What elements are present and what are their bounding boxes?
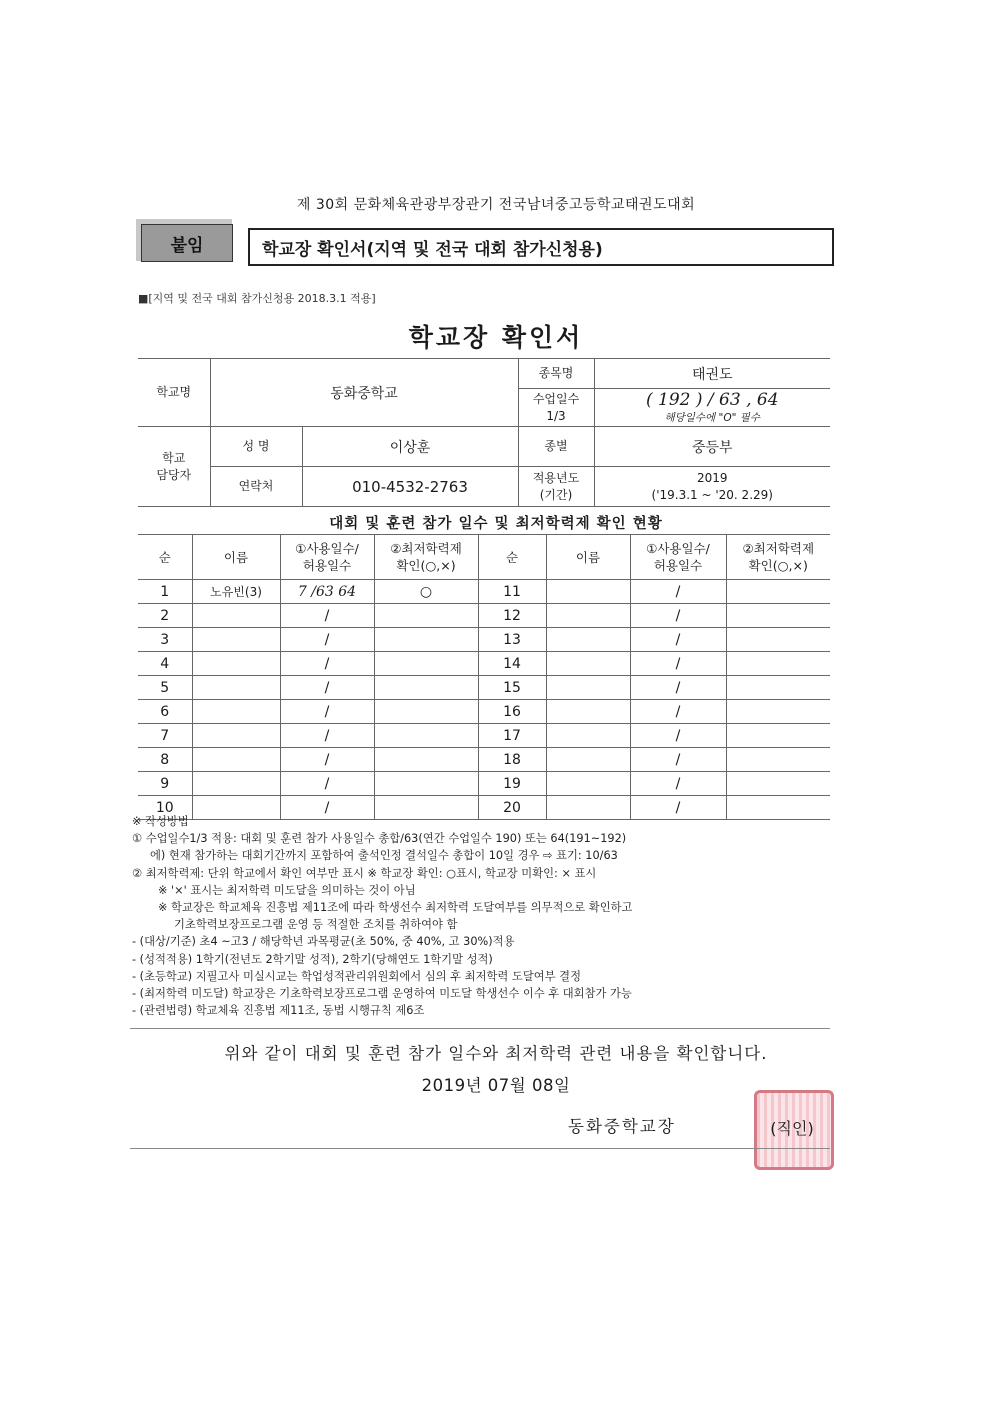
row-no-2: 11 bbox=[478, 580, 546, 604]
school-info-table bbox=[138, 358, 830, 507]
row-name-2 bbox=[546, 652, 630, 676]
school-name-value: 동화중학교 bbox=[210, 359, 518, 427]
row-days: / bbox=[280, 676, 374, 700]
row-no-2: 18 bbox=[478, 748, 546, 772]
row-check bbox=[374, 748, 478, 772]
row-check-2 bbox=[726, 724, 830, 748]
note-line: - (관련법령) 학교체육 진흥법 제11조, 동법 시행규칙 제6조 bbox=[132, 1004, 425, 1018]
row-days-2: / bbox=[630, 772, 726, 796]
document-title: 학교장 확인서(지역 및 전국 대회 참가신청용) bbox=[248, 228, 834, 266]
row-check bbox=[374, 676, 478, 700]
row-check bbox=[374, 604, 478, 628]
school-days-label: 수업일수 1/3 bbox=[518, 389, 594, 427]
row-name-2 bbox=[546, 580, 630, 604]
row-name bbox=[192, 604, 280, 628]
row-no: 7 bbox=[138, 724, 192, 748]
note-line: - (초등학교) 지필고사 미실시교는 학업성적관리위원회에서 심의 후 최저학력 도달여부 결정 bbox=[132, 969, 581, 983]
row-days-2: / bbox=[630, 580, 726, 604]
applicable-note: ■[지역 및 전국 대회 참가신청용 2018.3.1 적용] bbox=[138, 292, 376, 305]
col-min-score: ②최저학력제 확인(○,×) bbox=[374, 535, 478, 580]
col-no: 순 bbox=[138, 535, 192, 580]
table-header-row bbox=[138, 535, 830, 580]
row-check bbox=[374, 772, 478, 796]
table-row bbox=[138, 652, 830, 676]
table-row bbox=[138, 580, 830, 604]
row-no: 3 bbox=[138, 628, 192, 652]
row-no: 2 bbox=[138, 604, 192, 628]
row-name-2 bbox=[546, 700, 630, 724]
row-days-2: / bbox=[630, 700, 726, 724]
note-line: ※ 학교장은 학교체육 진흥법 제11조에 따라 학생선수 최저학력 도달여부를 의무적으로 확인하고 bbox=[158, 901, 633, 915]
row-check-2 bbox=[726, 676, 830, 700]
row-days: / bbox=[280, 700, 374, 724]
row-days: / bbox=[280, 796, 374, 820]
row-name bbox=[192, 748, 280, 772]
notes-heading: ※ 작성방법 bbox=[132, 815, 189, 828]
row-days: 7 /63 64 bbox=[280, 580, 374, 604]
status-section-title: 대회 및 훈련 참가 일수 및 최저학력제 확인 현황 bbox=[329, 516, 663, 532]
row-days-2: / bbox=[630, 724, 726, 748]
row-check-2 bbox=[726, 772, 830, 796]
row-name-2 bbox=[546, 748, 630, 772]
row-no: 8 bbox=[138, 748, 192, 772]
table-row bbox=[138, 748, 830, 772]
contact-value: 010-4532-2763 bbox=[302, 467, 518, 507]
row-no: 6 bbox=[138, 700, 192, 724]
row-no-2: 16 bbox=[478, 700, 546, 724]
col-days-2: ①사용일수/ 허용일수 bbox=[630, 535, 726, 580]
attachment-badge: 붙임 bbox=[141, 224, 233, 262]
note-line: ① 수업일수1/3 적용: 대회 및 훈련 참가 사용일수 총합/63(연간 수업일수 190) 또는 64(191~192) bbox=[132, 832, 627, 846]
row-days: / bbox=[280, 772, 374, 796]
row-no: 1 bbox=[138, 580, 192, 604]
row-check-2 bbox=[726, 604, 830, 628]
note-line: 기초학력보장프로그램 운영 등 적절한 조치를 취하여야 함 bbox=[174, 918, 458, 932]
table-row bbox=[138, 628, 830, 652]
row-days: / bbox=[280, 748, 374, 772]
note-line: ② 최저학력제: 단위 학교에서 확인 여부만 표시 ※ 학교장 확인: ○표시, 학교장 미확인: × 표시 bbox=[132, 866, 597, 880]
row-no-2: 20 bbox=[478, 796, 546, 820]
note-line: ※ '×' 표시는 최저학력 미도달을 의미하는 것이 아님 bbox=[158, 883, 416, 897]
row-days-2: / bbox=[630, 652, 726, 676]
manager-name-value: 이상훈 bbox=[302, 427, 518, 467]
principal-title: 동화중학교장 bbox=[568, 1117, 676, 1136]
row-no-2: 15 bbox=[478, 676, 546, 700]
divider bbox=[130, 1028, 830, 1029]
row-no: 10 bbox=[138, 796, 192, 820]
table-row bbox=[138, 676, 830, 700]
row-days-2: / bbox=[630, 628, 726, 652]
col-no-2: 순 bbox=[478, 535, 546, 580]
seal-label: (직인) bbox=[770, 1119, 814, 1138]
row-days-2: / bbox=[630, 748, 726, 772]
school-name-label: 학교명 bbox=[138, 359, 210, 427]
row-no: 4 bbox=[138, 652, 192, 676]
page-title: 학교장 확인서 bbox=[408, 323, 584, 352]
row-name bbox=[192, 676, 280, 700]
row-name-2 bbox=[546, 772, 630, 796]
row-check bbox=[374, 652, 478, 676]
divider bbox=[130, 1148, 830, 1149]
note-line: 에) 현재 참가하는 대회기간까지 포함하여 출석인정 결석일수 총합이 10일 경우 ⇨ 표기: 10/63 bbox=[150, 849, 618, 863]
table-row bbox=[138, 772, 830, 796]
row-check-2 bbox=[726, 700, 830, 724]
row-no: 5 bbox=[138, 676, 192, 700]
year-value: 2019 ('19.3.1 ~ '20. 2.29) bbox=[594, 467, 830, 507]
row-check bbox=[374, 700, 478, 724]
row-no-2: 19 bbox=[478, 772, 546, 796]
event-title: 제 30회 문화체육관광부장관기 전국남녀중고등학교태권도대회 bbox=[296, 197, 696, 213]
row-name-2 bbox=[546, 724, 630, 748]
instructions bbox=[132, 813, 832, 1019]
table-row bbox=[138, 700, 830, 724]
col-days: ①사용일수/ 허용일수 bbox=[280, 535, 374, 580]
participation-status-table bbox=[138, 534, 830, 820]
row-name bbox=[192, 628, 280, 652]
school-days-note: 해당일수에 "O" 필수 bbox=[664, 412, 761, 424]
issue-date: 2019년 07월 08일 bbox=[421, 1076, 571, 1095]
row-days-2: / bbox=[630, 604, 726, 628]
row-check-2 bbox=[726, 580, 830, 604]
row-name bbox=[192, 724, 280, 748]
name-label: 성 명 bbox=[210, 427, 302, 467]
row-name bbox=[192, 700, 280, 724]
row-name-2 bbox=[546, 628, 630, 652]
sport-value: 태권도 bbox=[594, 359, 830, 389]
table-row bbox=[138, 604, 830, 628]
col-name: 이름 bbox=[192, 535, 280, 580]
row-days: / bbox=[280, 652, 374, 676]
row-no-2: 13 bbox=[478, 628, 546, 652]
category-label: 종별 bbox=[518, 427, 594, 467]
row-check-2 bbox=[726, 628, 830, 652]
col-min-score-2: ②최저학력제 확인(○,×) bbox=[726, 535, 830, 580]
school-days-value: ( 192 ) / 63 , 64 해당일수에 "O" 필수 bbox=[594, 389, 830, 427]
row-no-2: 14 bbox=[478, 652, 546, 676]
row-no-2: 17 bbox=[478, 724, 546, 748]
row-name-2 bbox=[546, 604, 630, 628]
contact-label: 연락처 bbox=[210, 467, 302, 507]
row-check: ○ bbox=[374, 580, 478, 604]
row-no: 9 bbox=[138, 772, 192, 796]
row-no-2: 12 bbox=[478, 604, 546, 628]
row-days: / bbox=[280, 724, 374, 748]
col-name-2: 이름 bbox=[546, 535, 630, 580]
row-name-2 bbox=[546, 676, 630, 700]
row-name bbox=[192, 772, 280, 796]
note-line: - (최저학력 미도달) 학교장은 기초학력보장프로그램 운영하여 미도달 학생선수 이수 후 대회참가 가능 bbox=[132, 987, 632, 1001]
row-check-2 bbox=[726, 748, 830, 772]
row-name: 노유빈(3) bbox=[192, 580, 280, 604]
row-name bbox=[192, 652, 280, 676]
row-check-2 bbox=[726, 652, 830, 676]
confirmation-statement: 위와 같이 대회 및 훈련 참가 일수와 최저학력 관련 내용을 확인합니다. bbox=[224, 1044, 768, 1063]
year-label: 적용년도 (기간) bbox=[518, 467, 594, 507]
sport-label: 종목명 bbox=[518, 359, 594, 389]
note-line: - (대상/기준) 초4 ~고3 / 해당학년 과목평균(초 50%, 중 40%, 고 30%)적용 bbox=[132, 935, 515, 949]
row-days: / bbox=[280, 628, 374, 652]
row-days: / bbox=[280, 604, 374, 628]
table-row bbox=[138, 724, 830, 748]
note-line: - (성적적용) 1학기(전년도 2학기말 성적), 2학기(당해연도 1학기말 성적) bbox=[132, 952, 493, 966]
category-value: 중등부 bbox=[594, 427, 830, 467]
row-check bbox=[374, 628, 478, 652]
row-days-2: / bbox=[630, 796, 726, 820]
row-days-2: / bbox=[630, 676, 726, 700]
row-check bbox=[374, 724, 478, 748]
manager-label: 학교 담당자 bbox=[138, 427, 210, 507]
